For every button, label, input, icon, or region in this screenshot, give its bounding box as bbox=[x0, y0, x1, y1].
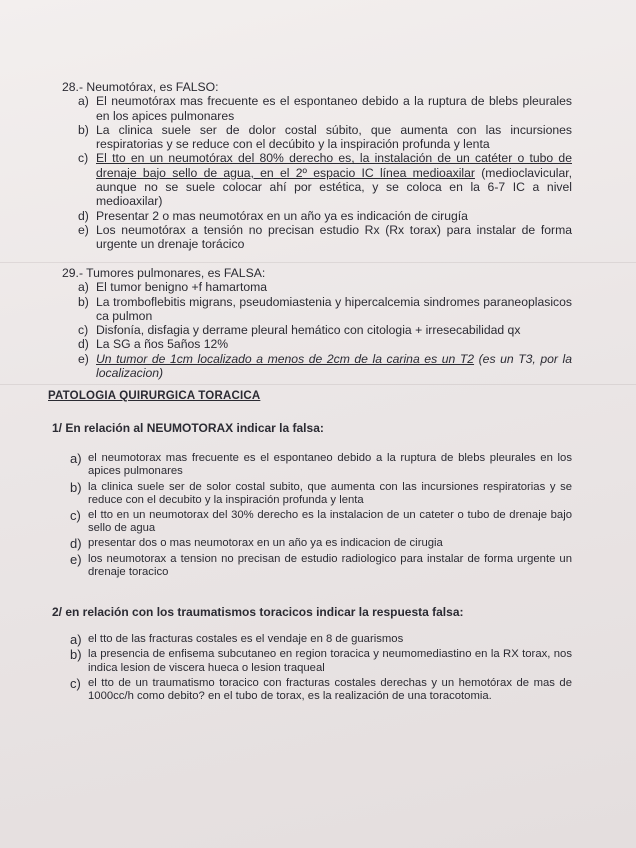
option-letter: b) bbox=[78, 294, 89, 309]
option-list bbox=[52, 452, 572, 579]
option-list bbox=[62, 280, 572, 380]
option-b bbox=[62, 123, 572, 152]
option-letter: b) bbox=[70, 647, 82, 663]
option-text: Presentar 2 o mas neumotórax en un año ya es indicación de cirugía bbox=[96, 208, 468, 223]
option-letter: c) bbox=[70, 508, 81, 524]
option-letter: a) bbox=[70, 632, 82, 648]
option-letter: a) bbox=[78, 94, 89, 109]
option-b bbox=[62, 295, 572, 324]
paper-crease bbox=[0, 384, 636, 385]
option-d bbox=[62, 209, 572, 223]
option-text: presentar dos o mas neumotorax en un año ya es indicacion de cirugia bbox=[88, 537, 443, 550]
question-stem: 1/ En relación al NEUMOTORAX indicar la falsa: bbox=[52, 421, 324, 435]
option-a bbox=[52, 452, 572, 478]
option-c bbox=[62, 151, 572, 208]
option-d bbox=[52, 537, 572, 550]
correction-note: (medioclavicular, aunque no se suele colocar ahí por estética, y se coloca en la 6-7 IC a nivel medioaxilar) bbox=[96, 165, 573, 209]
option-list bbox=[62, 94, 572, 251]
question-28 bbox=[62, 80, 572, 252]
option-letter: c) bbox=[78, 151, 89, 166]
option-text: La tromboflebitis migrans, pseudomiastenia y hipercalcemia sindromes paraneoplasicos ca pulmon bbox=[96, 294, 572, 323]
option-letter: a) bbox=[78, 280, 89, 295]
option-a bbox=[52, 633, 572, 646]
option-text: los neumotorax a tension no precisan de estudio radiologico para instalar de forma urgente un drenaje toracico bbox=[88, 552, 572, 578]
section-question-2 bbox=[52, 606, 572, 705]
option-e bbox=[52, 553, 572, 579]
option-a bbox=[62, 280, 572, 294]
question-stem: 29.- Tumores pulmonares, es FALSA: bbox=[62, 266, 266, 280]
option-text: Los neumotórax a tensión no precisan estudio Rx (Rx torax) para instalar de forma urgente un drenaje torácico bbox=[96, 222, 572, 252]
option-text: La clinica suele ser de dolor costal súbito, que aumenta con las incursiones respiratorias y se reduce con el decúbito y la inspiración profunda y lenta bbox=[96, 122, 572, 152]
option-letter: b) bbox=[70, 479, 82, 495]
paper-crease bbox=[0, 262, 636, 263]
option-c bbox=[62, 323, 572, 337]
option-letter: d) bbox=[78, 337, 89, 352]
option-e bbox=[62, 223, 572, 252]
option-letter: d) bbox=[70, 536, 82, 552]
option-letter: d) bbox=[78, 208, 89, 223]
option-b bbox=[52, 481, 572, 507]
question-29 bbox=[62, 266, 572, 380]
option-letter: e) bbox=[78, 351, 89, 366]
option-text: La SG a ños 5años 12% bbox=[96, 337, 229, 352]
section-header: PATOLOGIA QUIRURGICA TORACICA bbox=[48, 390, 261, 402]
underlined-answer: El tto en un neumotórax del 80% derecho es, la instalación de un catéter o tubo de drenaje bajo sello de agua, en el 2º espacio IC línea medioaxilar bbox=[96, 151, 572, 180]
option-text: el neumotorax mas frecuente es el espontaneo debido a la ruptura de blebs pleurales en los apices pulmonares bbox=[88, 452, 572, 478]
option-text: Disfonía, disfagia y derrame pleural hemático con citologia + irresecabilidad qx bbox=[96, 323, 521, 338]
option-b bbox=[52, 648, 572, 674]
correction-note: (es un T3, por la localizacion) bbox=[96, 351, 573, 381]
option-text: la clinica suele ser de solor costal subito, que aumenta con las incursiones respiratorias y se reduce con el decubito y la inspiración profunda y lenta bbox=[88, 480, 572, 506]
option-letter: e) bbox=[78, 222, 89, 237]
underlined-answer: Un tumor de 1cm localizado a menos de 2cm de la carina es un T2 bbox=[96, 351, 475, 366]
option-list bbox=[52, 633, 572, 703]
option-letter: e) bbox=[70, 551, 82, 567]
option-letter: c) bbox=[78, 323, 89, 338]
question-stem: 28.- Neumotórax, es FALSO: bbox=[62, 80, 219, 94]
option-letter: a) bbox=[70, 451, 82, 467]
option-c bbox=[52, 509, 572, 535]
option-e bbox=[62, 352, 572, 381]
option-letter: c) bbox=[70, 675, 81, 691]
option-a bbox=[62, 94, 572, 123]
option-c bbox=[52, 677, 572, 703]
question-stem: 2/ en relación con los traumatismos toracicos indicar la respuesta falsa: bbox=[52, 605, 464, 619]
option-text: El tumor benigno +f hamartoma bbox=[96, 280, 268, 295]
section-question-1 bbox=[52, 422, 572, 581]
option-text: El neumotórax mas frecuente es el espontaneo debido a la ruptura de blebs pleurales en los apices pulmonares bbox=[96, 94, 572, 123]
option-text: el tto de un traumatismo toracico con fracturas costales derechas y un hemotórax de mas de 1000cc/h como debito? en el tubo de torax, es la realización de una toracotomia. bbox=[88, 676, 572, 703]
option-d bbox=[62, 337, 572, 351]
option-text: el tto de las fracturas costales es el vendaje en 8 de guarismos bbox=[88, 633, 404, 646]
option-text: la presencia de enfisema subcutaneo en region toracica y neumomediastino en la RX torax, nos indica lesion de viscera hueca o lesion traqueal bbox=[88, 648, 572, 674]
option-text: el tto en un neumotorax del 30% derecho es la instalacion de un cateter o tubo de drenaje bajo sello de agua bbox=[88, 509, 572, 535]
option-letter: b) bbox=[78, 122, 89, 137]
